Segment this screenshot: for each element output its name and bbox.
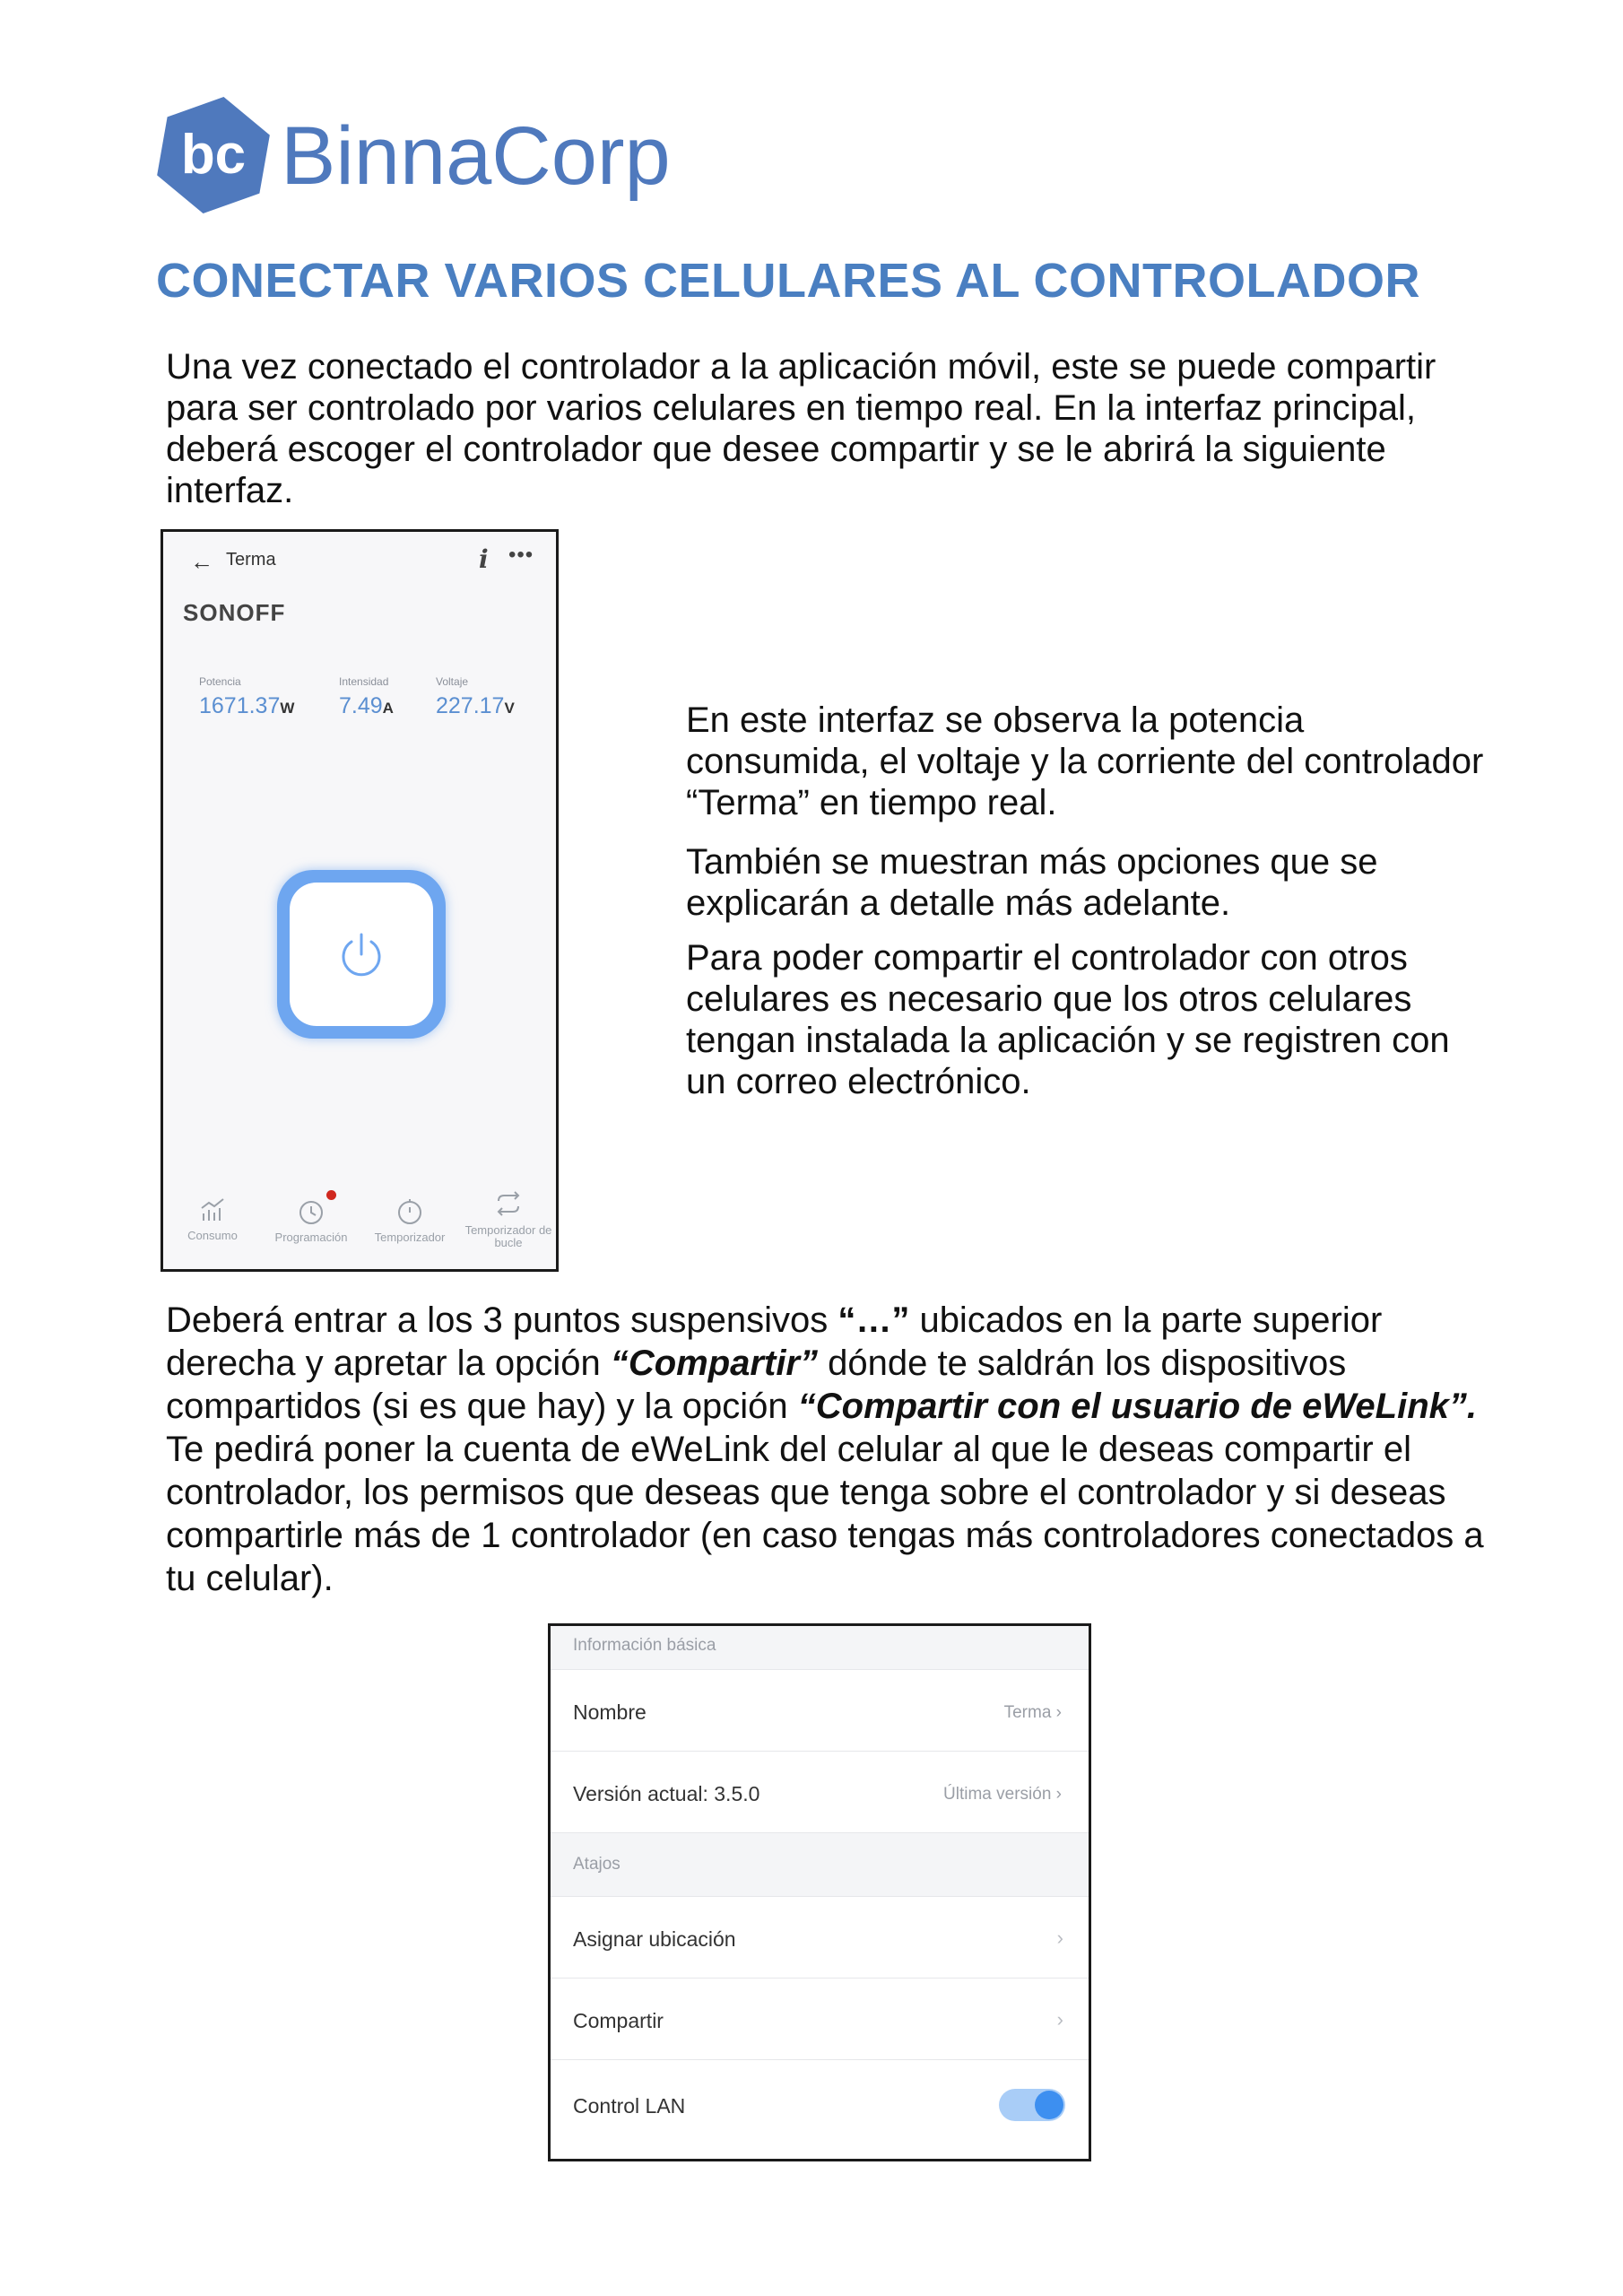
chevron-right-icon: › [1056,2008,1063,2031]
power-button-face [290,883,433,1026]
power-icon [336,929,386,979]
page-title: CONECTAR VARIOS CELULARES AL CONTROLADOR [156,254,1420,308]
sharing-instructions: Deberá entrar a los 3 puntos suspensivos “…” ubicados en la parte superior derecha y apretar la opción “Compartir” dónde te saldrán los dispositivos compartidos (si es que hay) y la opción “Compartir con el usuario de eWeLink”. Te pedirá poner la cuenta de eWeLink del celular al que le deseas compartir el controlador, los permisos que deseas que tenga sobre el controlador y si deseas compartirle más de 1 controlador (en caso tengas más controladores conectados a tu celular). [166,1300,1484,1598]
section-shortcuts: Atajos [551,1832,1089,1896]
info-icon[interactable]: i [479,544,489,574]
nav-consumo[interactable]: Consumo [163,1196,262,1242]
section-basic-info: Información básica [551,1626,1089,1669]
nav-temporizador-bucle[interactable]: Temporizador de bucle [459,1188,558,1249]
row-share[interactable]: Compartir › [551,1978,1089,2059]
binnacorp-logo [152,94,690,220]
loop-icon [493,1188,524,1219]
svg-text:BinnaCorp: BinnaCorp [281,110,671,202]
toggle-knob [1035,2091,1063,2119]
metric-voltaje: Voltaje 227.17V [436,675,515,718]
chevron-right-icon: › [1055,1703,1062,1722]
side-paragraph-2: También se muestran más opciones que se explicarán a detalle más adelante. [686,842,1378,923]
row-lan-control: Control LAN [551,2059,1089,2149]
svg-text:bc: bc [180,124,247,186]
side-paragraph-1: En este interfaz se observa la potencia consumida, el voltaje y la corriente del controlador “Terma” en tiempo real. [686,700,1484,822]
nav-temporizador[interactable]: Temporizador [360,1196,459,1244]
notification-badge [326,1190,336,1200]
row-name[interactable]: Nombre Terma › [551,1669,1089,1751]
device-title: Terma [226,550,276,570]
side-paragraph-3: Para poder compartir el controlador con otros celulares es necesario que los otros celulares tengan instalada la aplicación y se registren con un correo electrónico. [686,938,1450,1101]
more-options-icon[interactable]: ••• [508,543,534,567]
lan-control-toggle[interactable] [999,2089,1065,2121]
device-screenshot [161,529,559,1272]
alarm-clock-icon [296,1196,326,1226]
intro-paragraph: Una vez conectado el controlador a la aplicación móvil, este se puede compartir para ser controlado por varios celulares en tiempo real. En la interfaz principal, deberá escoger el controlador que desee compartir y se le abrirá la siguiente interfaz. [166,347,1436,510]
metric-intensidad: Intensidad 7.49A [339,675,394,718]
row-assign-location[interactable]: Asignar ubicación › [551,1896,1089,1978]
chevron-right-icon: › [1055,1785,1062,1804]
power-button[interactable] [277,870,446,1039]
timer-icon [395,1196,425,1226]
row-version[interactable]: Versión actual: 3.5.0 Última versión › [551,1751,1089,1832]
chart-icon [198,1196,227,1224]
metric-potencia: Potencia 1671.37W [199,675,295,718]
sonoff-brand: SONOFF [183,599,286,626]
chevron-right-icon: › [1056,1926,1063,1949]
nav-programacion[interactable]: Programación [262,1196,360,1244]
settings-screenshot [548,1623,1091,2161]
back-arrow-icon[interactable]: ← [190,548,213,575]
